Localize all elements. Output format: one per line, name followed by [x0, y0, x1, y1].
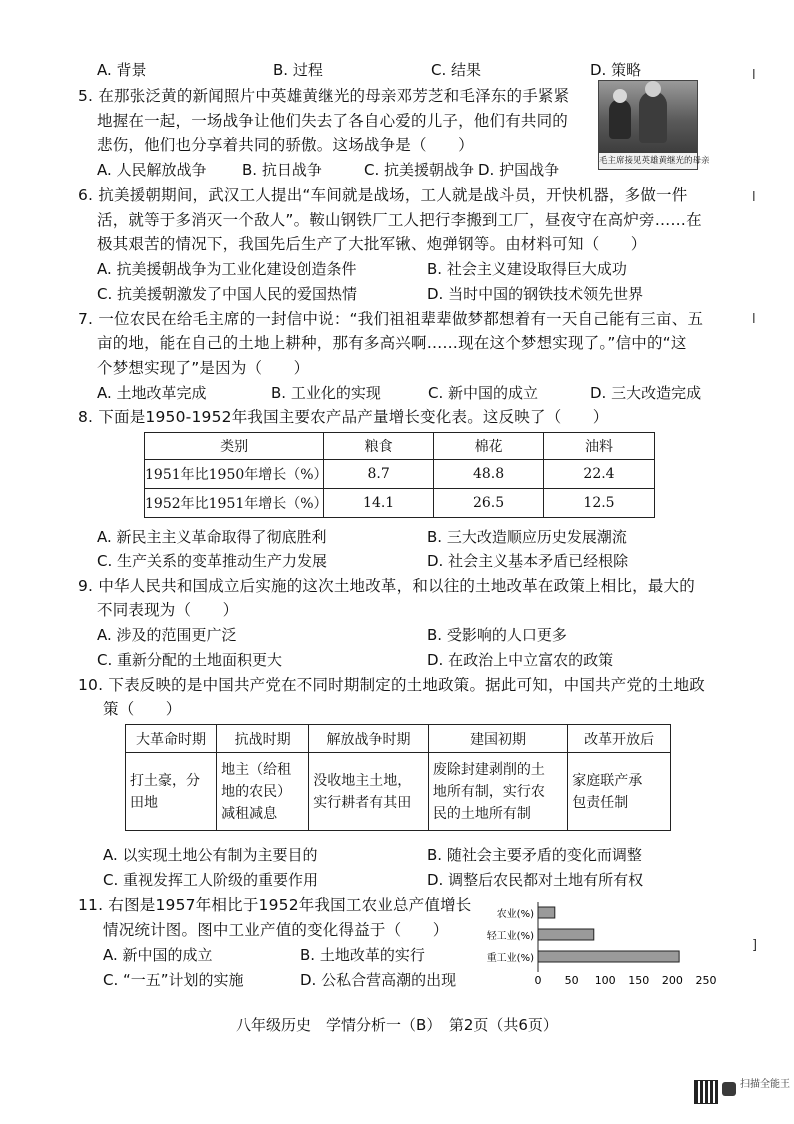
q5-option-d: D. 护国战争	[478, 161, 560, 179]
q10-cell-1-line1: 打土豪，分	[130, 772, 200, 789]
q8-option-b: B. 三大改造顺应历史发展潮流	[427, 528, 627, 546]
q10-header-5: 改革开放后	[568, 725, 671, 753]
q10-cell-1-line2: 田地	[130, 794, 158, 811]
photo-figure-mother	[609, 99, 631, 139]
chart-x-tick-label: 200	[661, 974, 683, 987]
q8-header-cotton: 棉花	[434, 433, 544, 460]
q10-header-1: 大革命时期	[126, 725, 217, 753]
q10-cell-5	[568, 753, 671, 831]
q10-cell-3-line2: 实行耕者有其田	[313, 794, 412, 811]
q8-row1-cotton: 48.8	[434, 460, 544, 489]
q6-line1: 6. 抗美援朝期间，武汉工人提出“车间就是战场，工人就是战斗员，开快机器，多做一件	[78, 186, 688, 204]
q7-line3: 个梦想实现了”是因为（ ）	[97, 359, 310, 377]
q7-option-b: B. 工业化的实现	[271, 384, 381, 402]
table-row	[126, 753, 671, 831]
q6-option-b: B. 社会主义建设取得巨大成功	[427, 260, 627, 278]
q7-option-d: D. 三大改造完成	[590, 384, 702, 402]
q8-row2-grain: 14.1	[324, 489, 434, 518]
q7-option-c: C. 新中国的成立	[428, 384, 539, 402]
q8-table	[144, 432, 655, 518]
q5-line3: 悲伤，他们也分享着共同的骄傲。这场战争是（ ）	[97, 136, 474, 154]
q7-line1: 7. 一位农民在给毛主席的一封信中说：“我们祖祖辈辈做梦都想着有一天自己能有三亩、五	[78, 310, 704, 328]
q6-option-c: C. 抗美援朝激发了中国人民的爱国热情	[97, 285, 358, 303]
q11-option-a: A. 新中国的成立	[103, 946, 213, 964]
q10-cell-3-line1: 没收地主土地，	[313, 772, 412, 789]
q10-cell-2-line3: 减租减息	[221, 805, 278, 822]
q6-option-d: D. 当时中国的钢铁技术领先世界	[427, 285, 644, 303]
q8-option-a: A. 新民主主义革命取得了彻底胜利	[97, 528, 327, 546]
q10-cell-2	[217, 753, 309, 831]
photo-head-mother	[613, 89, 627, 103]
photo-head-mao	[645, 81, 661, 97]
chart-bar	[538, 951, 679, 962]
margin-mark: l	[752, 68, 756, 83]
chart-category-label: 重工业(%)	[486, 953, 534, 964]
prev-option-c: C. 结果	[431, 61, 482, 79]
q10-line2: 策（ ）	[103, 700, 182, 718]
q9-option-c: C. 重新分配的土地面积更大	[97, 651, 283, 669]
q10-cell-2-line2: 地的农民）	[221, 783, 292, 800]
q10-table	[125, 724, 671, 831]
q5-line2: 地握在一起，一场战争让他们失去了各自心爱的儿子，他们有共同的	[97, 112, 569, 130]
q10-option-a: A. 以实现土地公有制为主要目的	[103, 846, 318, 864]
q11-bar-chart	[470, 898, 720, 994]
q5-option-b: B. 抗日战争	[242, 161, 322, 179]
q10-header-4: 建国初期	[428, 725, 567, 753]
q8-row1-label: 1951年比1950年增长（%）	[145, 460, 324, 489]
prev-option-a: A. 背景	[97, 61, 147, 79]
page-footer: 八年级历史 学情分析一（B） 第2页（共6页）	[236, 1016, 558, 1034]
table-row	[145, 460, 655, 489]
chart-x-tick-label: 100	[594, 974, 616, 987]
q8-row1-oil: 22.4	[544, 460, 655, 489]
chart-x-tick-label: 50	[564, 974, 579, 987]
chart-category-label: 轻工业(%)	[486, 931, 534, 942]
q6-line2: 活，就等于多消灭一个敌人”。鞍山钢铁厂工人把行李搬到工厂，昼夜守在高炉旁……在	[97, 211, 702, 229]
q10-cell-5-line1: 家庭联产承	[572, 772, 643, 789]
q10-cell-4	[428, 753, 567, 831]
q5-option-a: A. 人民解放战争	[97, 161, 207, 179]
q10-header-3: 解放战争时期	[309, 725, 429, 753]
chart-x-tick-label: 0	[534, 974, 542, 987]
q10-cell-4-line2: 地所有制，实行农	[432, 783, 545, 800]
q10-option-b: B. 随社会主要矛盾的变化而调整	[427, 846, 642, 864]
q10-header-2: 抗战时期	[217, 725, 309, 753]
q8-line1: 8. 下面是1950-1952年我国主要农产品产量增长变化表。这反映了（ ）	[78, 408, 609, 426]
q11-option-b: B. 土地改革的实行	[300, 946, 425, 964]
q8-row2-oil: 12.5	[544, 489, 655, 518]
q5-option-c: C. 抗美援朝战争	[364, 161, 475, 179]
q9-line2: 不同表现为（ ）	[97, 601, 239, 619]
prev-option-d: D. 策略	[590, 61, 642, 79]
q7-option-a: A. 土地改革完成	[97, 384, 207, 402]
scanner-logo-icon	[722, 1082, 736, 1096]
q10-cell-4-line1: 废除封建剥削的土	[432, 761, 545, 778]
q8-header-grain: 粮食	[324, 433, 434, 460]
photo-figure-mao	[639, 91, 667, 143]
q10-cell-1	[126, 753, 217, 831]
q8-row1-grain: 8.7	[324, 460, 434, 489]
q8-row2-label: 1952年比1951年增长（%）	[145, 489, 324, 518]
chart-bar	[538, 907, 555, 918]
q11-option-d: D. 公私合营高潮的出现	[300, 971, 457, 989]
q6-option-a: A. 抗美援朝战争为工业化建设创造条件	[97, 260, 357, 278]
prev-option-b: B. 过程	[273, 61, 323, 79]
q10-cell-3	[309, 753, 429, 831]
q7-line2: 亩的地，能在自己的土地上耕种，那有多高兴啊……现在这个梦想实现了。”信中的“这	[97, 334, 687, 352]
q9-option-b: B. 受影响的人口更多	[427, 626, 567, 644]
chart-category-label: 农业(%)	[496, 909, 534, 920]
q11-option-c: C. “一五”计划的实施	[103, 971, 244, 989]
margin-mark: l	[752, 190, 756, 205]
scanner-brand: 扫描全能王	[740, 1079, 790, 1090]
q9-option-a: A. 涉及的范围更广泛	[97, 626, 237, 644]
chart-x-tick-label: 250	[695, 974, 717, 987]
q9-line1: 9. 中华人民共和国成立后实施的这次土地改革，和以往的土地改革在政策上相比，最大的	[78, 577, 695, 595]
q10-line1: 10. 下表反映的是中国共产党在不同时期制定的土地政策。据此可知，中国共产党的土地政	[78, 676, 705, 694]
q8-option-c: C. 生产关系的变革推动生产力发展	[97, 552, 328, 570]
chart-bar	[538, 929, 594, 940]
chart-x-tick-label: 150	[628, 974, 650, 987]
q8-option-d: D. 社会主义基本矛盾已经根除	[427, 552, 629, 570]
news-photo	[598, 80, 710, 170]
q9-option-d: D. 在政治上中立富农的政策	[427, 651, 614, 669]
q10-option-c: C. 重视发挥工人阶级的重要作用	[103, 871, 319, 889]
qr-code-icon	[694, 1080, 718, 1104]
q8-row2-cotton: 26.5	[434, 489, 544, 518]
margin-mark: l	[752, 312, 756, 327]
q10-cell-4-line3: 民的土地所有制	[432, 805, 531, 822]
photo-caption: 毛主席接见英雄黄继光的母亲	[599, 153, 697, 169]
table-row	[145, 489, 655, 518]
q10-option-d: D. 调整后农民都对土地有所有权	[427, 871, 644, 889]
q6-line3: 极其艰苦的情况下，我国先后生产了大批军锹、炮弹钢等。由材料可知（ ）	[97, 235, 647, 253]
q10-cell-2-line1: 地主（给租	[221, 761, 292, 778]
q11-line2: 情况统计图。图中工业产值的变化得益于（ ）	[103, 921, 449, 939]
margin-mark: ]	[752, 938, 758, 953]
q5-line1: 5. 在那张泛黄的新闻照片中英雄黄继光的母亲邓芳芝和毛泽东的手紧紧	[78, 87, 570, 105]
q8-header-category: 类别	[145, 433, 324, 460]
q8-header-oil: 油料	[544, 433, 655, 460]
q11-line1: 11. 右图是1957年相比于1952年我国工农业总产值增长	[78, 896, 472, 914]
q10-cell-5-line2: 包责任制	[572, 794, 629, 811]
